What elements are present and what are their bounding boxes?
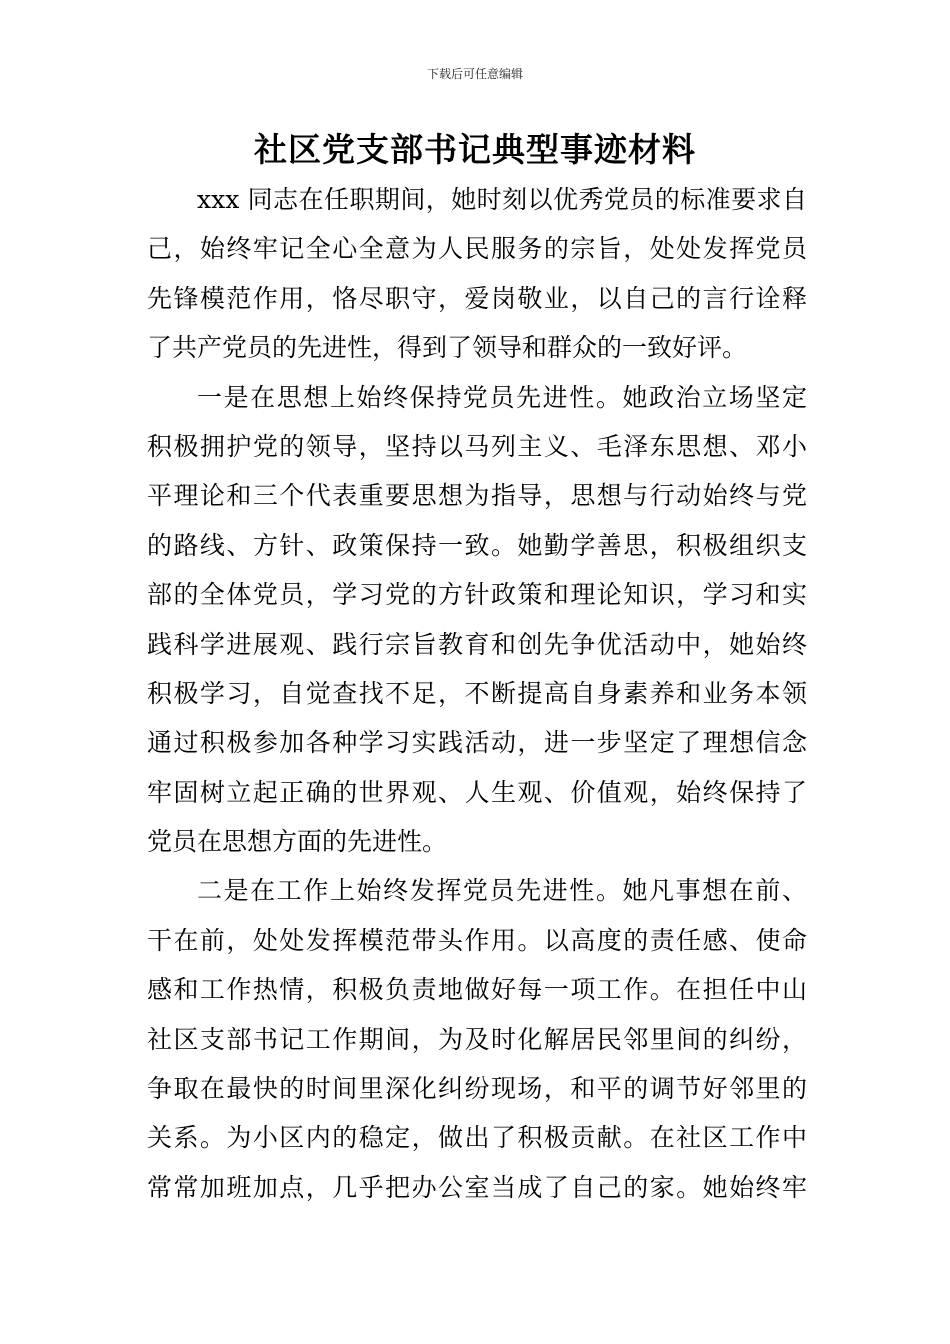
text-line: 积极学习，自觉查找不足，不断提高自身素养和业务本领	[147, 678, 807, 708]
text-line: 通过积极参加各种学习实践活动，进一步坚定了理想信念	[147, 728, 807, 758]
text-line: 社区支部书记工作期间，为及时化解居民邻里间的纠纷，	[147, 1024, 807, 1054]
text-line: 一是在思想上始终保持党员先进性。她政治立场坚定	[197, 382, 807, 412]
text-line: 常常加班加点，几乎把办公室当成了自己的家。她始终牢	[147, 1172, 807, 1202]
document-title: 社区党支部书记典型事迹材料	[254, 130, 696, 169]
paragraph-2	[147, 373, 807, 867]
text-line: 干在前，处处发挥模范带头作用。以高度的责任感、使命	[147, 925, 807, 955]
text-line: 践科学进展观、践行宗旨教育和创先争优活动中，她始终	[147, 629, 807, 659]
text-line: 积极拥护党的领导，坚持以马列主义、毛泽东思想、邓小	[147, 431, 807, 461]
text-line: 争取在最快的时间里深化纠纷现场，和平的调节好邻里的	[147, 1074, 807, 1104]
text-line: xxx 同志在任职期间，她时刻以优秀党员的标准要求自	[197, 185, 807, 214]
text-line: 二是在工作上始终发挥党员先进性。她凡事想在前、	[197, 876, 807, 906]
text-line: 党员在思想方面的先进性。	[147, 827, 448, 857]
text-line: 牢固树立起正确的世界观、人生观、价值观，始终保持了	[147, 777, 807, 807]
document-body	[147, 175, 807, 1212]
text-line: 部的全体党员，学习党的方针政策和理论知识，学习和实	[147, 580, 807, 610]
text-line: 己，始终牢记全心全意为人民服务的宗旨，处处发挥党员	[147, 234, 807, 264]
text-line: 的路线、方针、政策保持一致。她勤学善思，积极组织支	[147, 530, 807, 560]
text-line: 了共产党员的先进性，得到了领导和群众的一致好评。	[147, 333, 748, 363]
paragraph-1	[147, 175, 807, 373]
text-line: 平理论和三个代表重要思想为指导，思想与行动始终与党	[147, 481, 807, 511]
header-note: 下载后可任意编辑	[426, 67, 523, 81]
text-line: 感和工作热情，积极负责地做好每一项工作。在担任中山	[147, 975, 807, 1005]
text-line: 关系。为小区内的稳定，做出了积极贡献。在社区工作中	[147, 1123, 807, 1153]
text-line: 先锋模范作用，恪尽职守，爱岗敬业，以自己的言行诠释	[147, 283, 807, 313]
paragraph-3	[147, 866, 807, 1212]
